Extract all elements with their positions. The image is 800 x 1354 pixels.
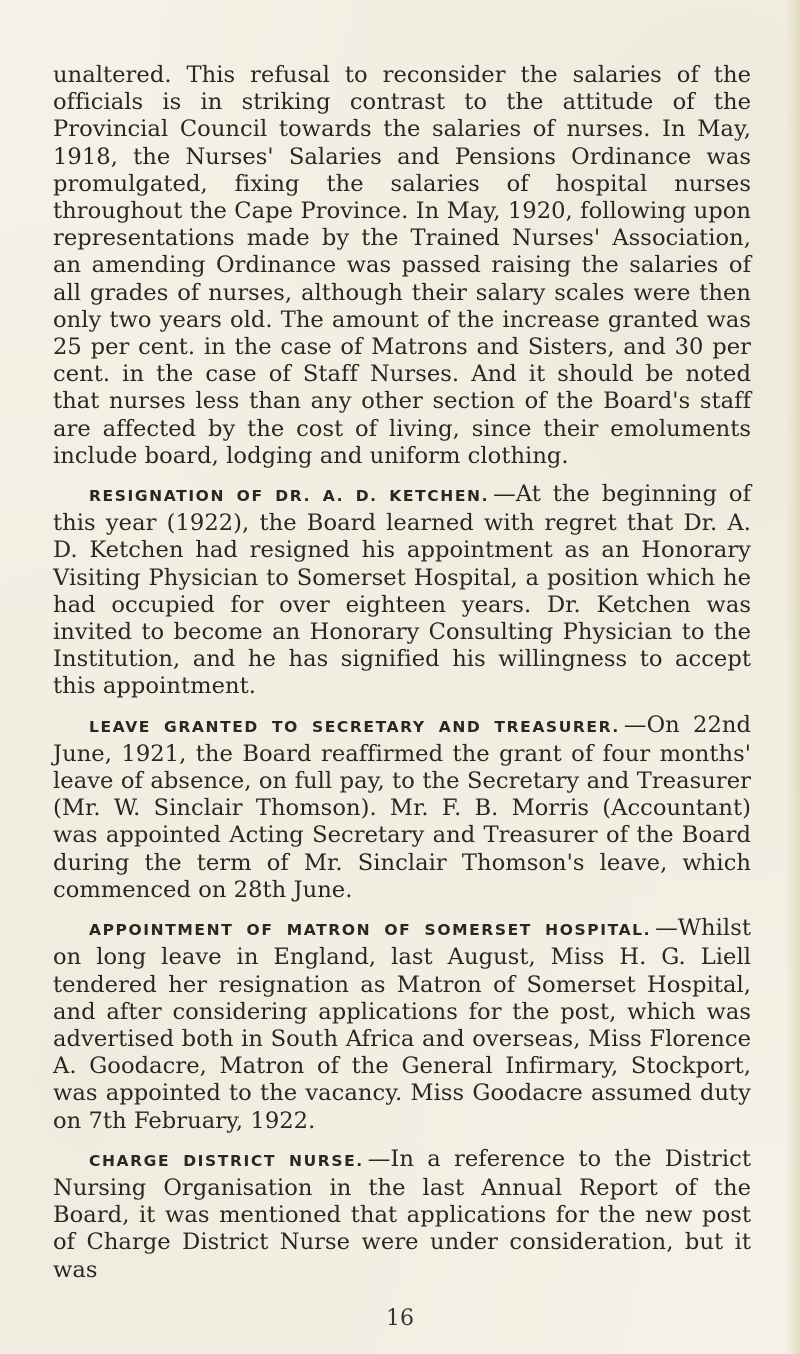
- body-text: [53, 62, 751, 1284]
- paragraph-text: —Whilst on long leave in England, last August, Miss H. G. Liell tendered her resignation as Matron of Somerset Hospital, and after considering applications for the post, which was advertised both in South Africa and overseas, Miss Florence A. Goodacre, Matron of the General Infirmary, Stockport, was appointed to the vacancy. Miss Goodacre assumed duty on 7th February, 1922.: [53, 915, 751, 1134]
- page-number: 16: [386, 1306, 414, 1331]
- paragraph-text: —On 22nd June, 1921, the Board reaffirmed the grant of four months' leave of absence, on full pay, to the Secretary and Treasurer (Mr. W. Sinclair Thomson). Mr. F. B. Morris (Accountant) was appointed Acting Secretary and Treasurer of the Board during the term of Mr. Sinclair Thomson's leave, which commenced on 28th June.: [53, 711, 751, 903]
- page-edge-shadow: [786, 0, 800, 1354]
- section-heading: CHARGE DISTRICT NURSE.: [89, 1151, 364, 1170]
- paragraph-text: —In a reference to the District Nursing Organisation in the last Annual Report of the Board, it was mentioned that applications for the new post of Charge District Nurse were under consideration, but it was: [53, 1145, 751, 1283]
- section-heading: APPOINTMENT OF MATRON OF SOMERSET HOSPITAL.: [89, 921, 652, 940]
- paragraph-nurses-salaries: [53, 62, 751, 470]
- paragraph-leave-secretary: [53, 712, 751, 904]
- paragraph-resignation-ketchen: [53, 481, 751, 701]
- paragraph-appointment-matron: [53, 915, 751, 1135]
- paragraph-text: —At the beginning of this year (1922), the Board learned with regret that Dr. A. D. Ketchen had resigned his appointment as an Honorary Visiting Physician to Somerset Hospital, a position which he had occupied for over eighteen years. Dr. Ketchen was invited to become an Honorary Consulting Physician to the Institution, and he has signified his willingness to accept this appointment.: [53, 481, 751, 700]
- section-heading: LEAVE GRANTED TO SECRETARY AND TREASURER.: [89, 717, 620, 736]
- section-heading: RESIGNATION OF DR. A. D. KETCHEN.: [89, 487, 490, 506]
- paragraph-charge-district-nurse: [53, 1146, 751, 1284]
- paragraph-text: unaltered. This refusal to reconsider the salaries of the officials is in striking contrast to the attitude of the Provincial Council towards the salaries of nurses. In May, 1918, the Nurses' Salaries and Pensions Ordinance was promulgated, fixing the salaries of hospital nurses throughout the Cape Province. In May, 1920, following upon representations made by the Trained Nurses' Association, an amending Ordinance was passed raising the salaries of all grades of nurses, although their salary scales were then only two years old. The amount of the increase granted was 25 per cent. in the case of Matrons and Sisters, and 30 per cent. in the case of Staff Nurses. And it should be noted that nurses less than any other section of the Board's staff are affected by the cost of living, since their emoluments include board, lodging and uniform clothing.: [53, 62, 751, 469]
